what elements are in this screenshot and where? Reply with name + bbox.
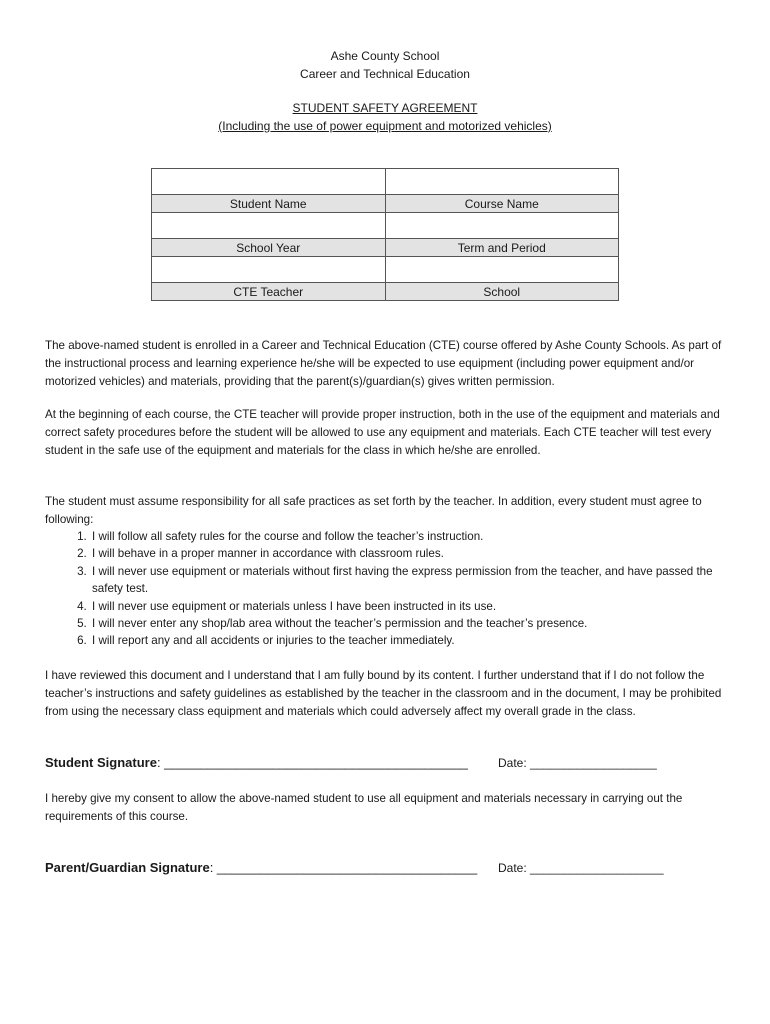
- list-item: 4. I will never use equipment or materials unless I have been instructed in its use.: [90, 598, 730, 615]
- student-name-field[interactable]: [152, 169, 386, 195]
- course-name-field[interactable]: [385, 169, 619, 195]
- parent-date-field[interactable]: Date: ____________________: [498, 861, 664, 875]
- agreement-title: STUDENT SAFETY AGREEMENT: [292, 101, 478, 115]
- cte-teacher-field[interactable]: [152, 257, 386, 283]
- parent-signature-label: Parent/Guardian Signature: [45, 860, 210, 875]
- student-date-field[interactable]: Date: ___________________: [498, 756, 657, 770]
- agreement-subtitle: (Including the use of power equipment and motorized vehicles): [218, 119, 552, 133]
- term-period-field[interactable]: [385, 213, 619, 239]
- cte-teacher-label: CTE Teacher: [152, 283, 386, 301]
- school-field[interactable]: [385, 257, 619, 283]
- list-item: 1. I will follow all safety rules for the course and follow the teacher’s instruction.: [90, 528, 730, 545]
- safety-rules-list: [45, 528, 730, 650]
- responsibility-paragraph: The student must assume responsibility for all safe practices as set forth by the teacher. In addition, every student must agree to following:: [45, 495, 702, 526]
- parent-signature-blank[interactable]: : ____________________________________: [209, 860, 478, 875]
- school-label: School: [385, 283, 619, 301]
- list-item: 3. I will never use equipment or materials without first having the express permission from the teacher, and have passed the safety test.: [90, 563, 730, 598]
- list-item: 6. I will report any and all accidents or injuries to the teacher immediately.: [90, 632, 730, 649]
- student-signature-blank[interactable]: : __________________________________________: [156, 755, 468, 770]
- list-item: 2. I will behave in a proper manner in accordance with classroom rules.: [90, 545, 730, 562]
- student-info-table: [151, 168, 619, 301]
- term-period-label: Term and Period: [385, 239, 619, 257]
- document-header: [0, 47, 770, 83]
- consent-paragraph: I hereby give my consent to allow the above-named student to use all equipment and materials necessary in carrying out the requirements of this course.: [45, 792, 683, 823]
- student-signature-line[interactable]: [45, 755, 468, 770]
- course-name-label: Course Name: [385, 195, 619, 213]
- list-item: 5. I will never enter any shop/lab area without the teacher’s permission and the teacher’s presence.: [90, 615, 730, 632]
- school-year-label: School Year: [152, 239, 386, 257]
- instruction-paragraph: At the beginning of each course, the CTE teacher will provide proper instruction, both in the use of the equipment and materials and correct safety procedures before the student will be allowed to use any equipment and materials. Each CTE teacher will test every student in the safe use of the equipment and materials for the class in which he/she are enrolled.: [45, 408, 720, 457]
- school-year-field[interactable]: [152, 213, 386, 239]
- school-name: Ashe County School: [330, 49, 440, 63]
- student-signature-label: Student Signature: [45, 755, 157, 770]
- student-name-label: Student Name: [152, 195, 386, 213]
- document-title: [0, 99, 770, 135]
- department-name: Career and Technical Education: [300, 67, 470, 81]
- acknowledgement-paragraph: I have reviewed this document and I understand that I am fully bound by its content. I further understand that if I do not follow the teacher’s instructions and safety guidelines as established by the teacher in the classroom and in the document, I may be prohibited from using the necessary class equipment and materials which could adversely affect my overall grade in the class.: [45, 669, 722, 718]
- parent-signature-line[interactable]: [45, 860, 477, 875]
- enrollment-paragraph: The above-named student is enrolled in a Career and Technical Education (CTE) course offered by Ashe County Schools. As part of the instructional process and learning experience he/she will be expected to use equipment (including power equipment and/or motorized vehicles) and materials, providing that the parent(s)/guardian(s) gives written permission.: [45, 339, 722, 388]
